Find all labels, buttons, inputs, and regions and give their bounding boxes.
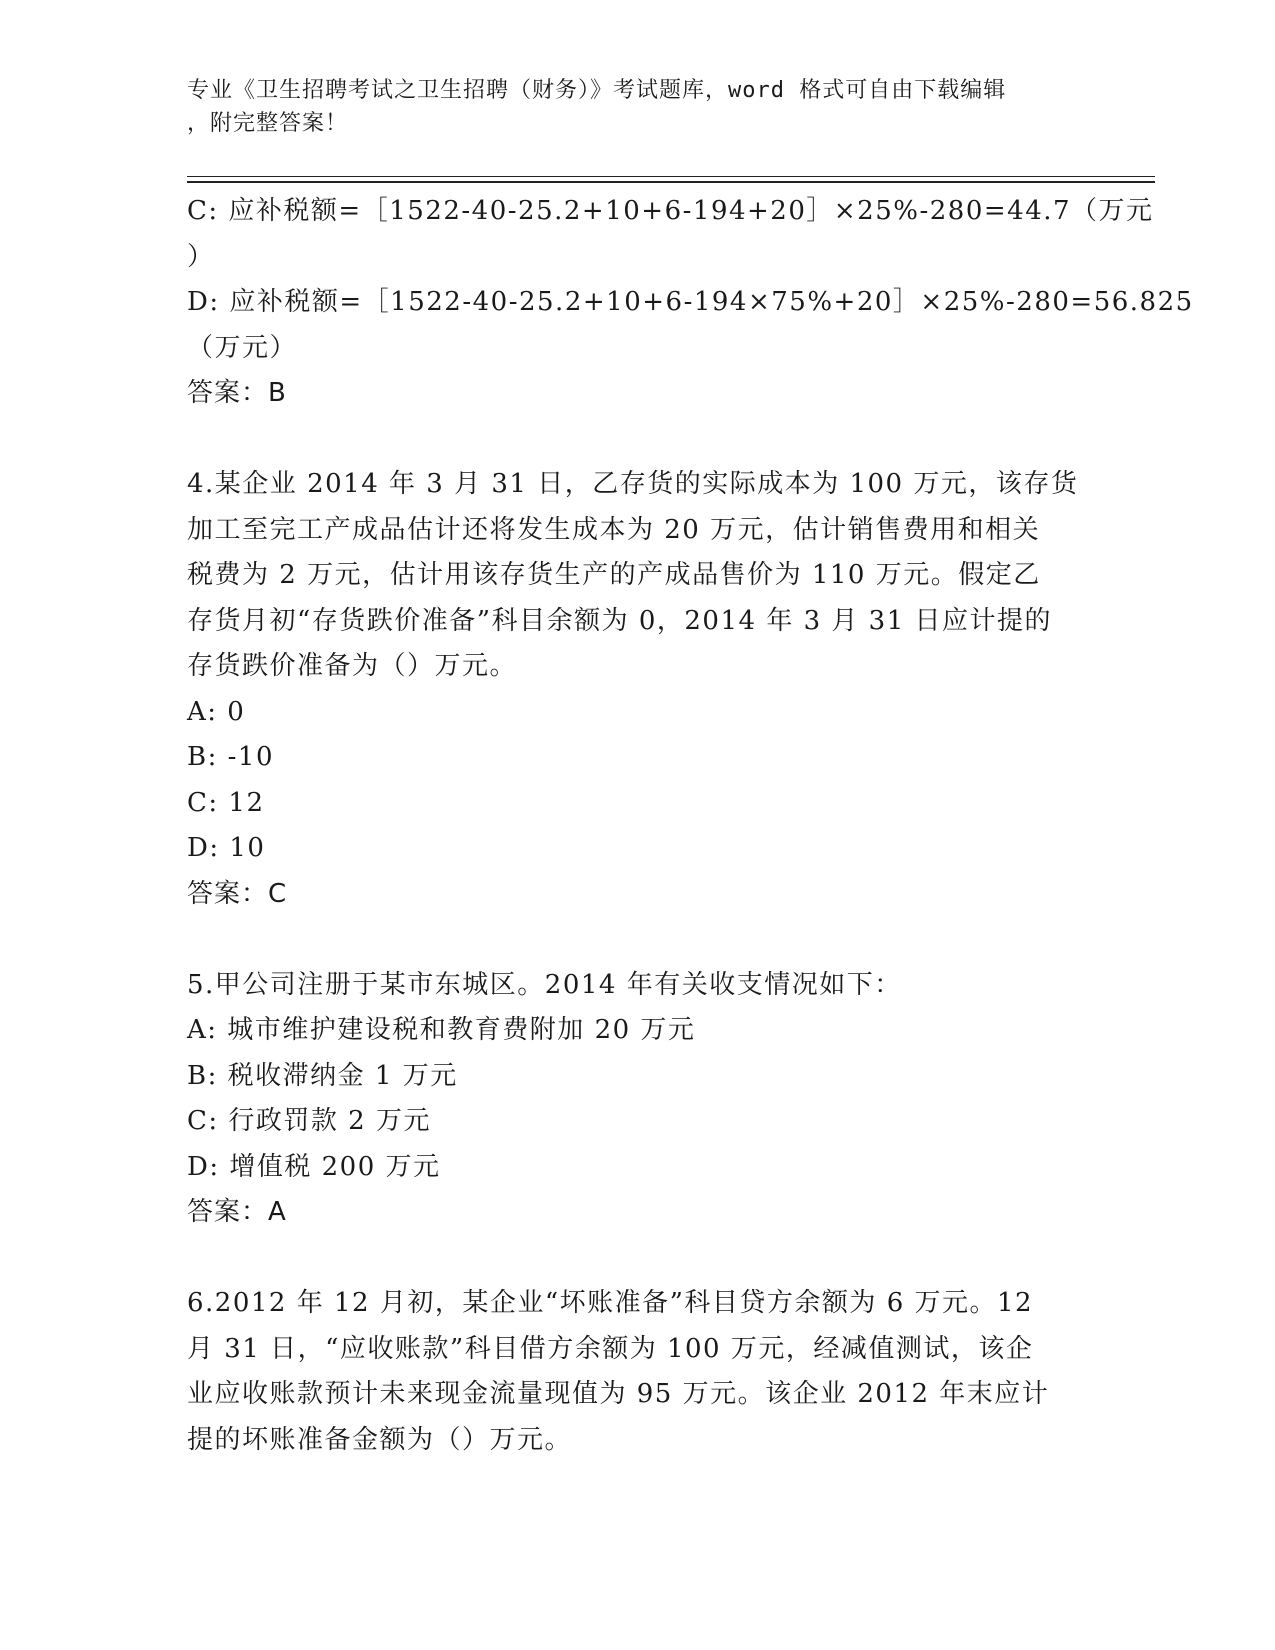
- question-stem-line: 6.2012 年 12 月初，某企业“坏账准备”科目贷方余额为 6 万元。12: [187, 1288, 1034, 1318]
- option-d: D: 增值税 200 万元: [187, 1151, 441, 1182]
- option-c-line2: ）: [187, 241, 215, 272]
- answer-label: 答案：A: [187, 1197, 287, 1227]
- question-4: [187, 462, 1087, 917]
- document-body: [187, 189, 1194, 1463]
- question-stem-line: 提的坏账准备金额为（）万元。: [187, 1424, 573, 1455]
- question-stem-line: 加工至完工产成品估计还将发生成本为 20 万元，估计销售费用和相关: [187, 514, 1041, 545]
- page-header: [187, 74, 1067, 140]
- spacer: [187, 917, 1087, 963]
- question-stem-line: 税费为 2 万元，估计用该存货生产的产成品售价为 110 万元。假定乙: [187, 560, 1041, 590]
- option-d-line2: （万元）: [187, 332, 298, 363]
- option-c: C: 行政罚款 2 万元: [187, 1106, 431, 1136]
- question-stem-line: 业应收账款预计未来现金流量现值为 95 万元。该企业 2012 年末应计: [187, 1379, 1050, 1409]
- question-stem-line: 5.甲公司注册于某市东城区。2014 年有关收支情况如下：: [187, 969, 902, 1000]
- question-stem-line: 存货月初“存货跌价准备”科目余额为 0，2014 年 3 月 31 日应计提的: [187, 605, 1053, 636]
- question-stem-line: 存货跌价准备为（）万元。: [187, 651, 518, 681]
- spacer: [187, 1236, 1087, 1282]
- question-stem-line: 4.某企业 2014 年 3 月 31 日，乙存货的实际成本为 100 万元，该存货: [187, 469, 1079, 499]
- answer-label: 答案：C: [187, 878, 288, 909]
- header-title-line2: ，附完整答案！: [187, 111, 349, 136]
- option-c-line1: C: 应补税额=［1522-40-25.2+10+6-194+20］×25%-280=44.7（万元: [187, 196, 1154, 226]
- question-stem-line: 月 31 日，“应收账款”科目借方余额为 100 万元，经减值测试，该企: [187, 1333, 1034, 1364]
- spacer: [187, 417, 1087, 463]
- option-a: A: 0: [187, 696, 246, 727]
- option-d: D: 10: [187, 833, 266, 863]
- option-b: B: 税收滞纳金 1 万元: [187, 1060, 458, 1091]
- question-5: [187, 963, 1087, 1236]
- answer-label: 答案：B: [187, 378, 287, 408]
- header-title-line1: 专业《卫生招聘考试之卫生招聘（财务）》考试题库，word 格式可自由下载编辑: [187, 78, 1007, 103]
- option-b: B: -10: [187, 742, 274, 772]
- header-divider-thin: [187, 176, 1155, 177]
- question-6: [187, 1281, 1087, 1463]
- option-d-line1: D: 应补税额=［1522-40-25.2+10+6-194×75%+20］×25%-280=56.825: [187, 287, 1194, 317]
- header-divider-thick: [187, 181, 1155, 183]
- option-a: A: 城市维护建设税和教育费附加 20 万元: [187, 1015, 696, 1045]
- option-c: C: 12: [187, 787, 265, 818]
- question-3: [187, 189, 1194, 417]
